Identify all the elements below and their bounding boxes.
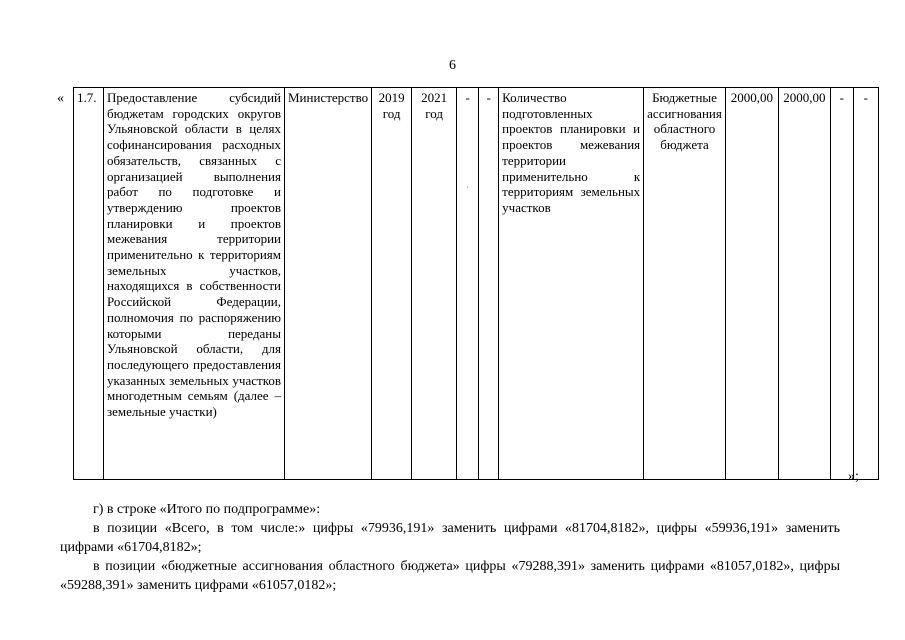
end-year-cell: 2021 год	[412, 88, 457, 480]
row-number-cell: 1.7.	[74, 88, 104, 480]
dash-cell-3: -	[830, 88, 853, 480]
paragraph-total-position: в позиции «Всего, в том числе:» цифры «79936,191» заменить цифрами «81704,8182», цифры «59936,191» заменить цифрами «61704,8182»;	[60, 521, 840, 555]
start-year-cell: 2019 год	[372, 88, 412, 480]
page-number: 6	[449, 58, 456, 73]
dash-cell-4: -	[853, 88, 878, 480]
scan-dot: ·	[466, 182, 469, 192]
year-value-cell: 2000,00	[778, 88, 830, 480]
amendment-table	[73, 87, 879, 480]
opening-quote: «	[57, 91, 64, 106]
measure-description-cell: Предоставление субсидий бюджетам городских округов Ульяновской области в целях софинансирования расходных обязательств, связанных с организацией выполнения работ по подготовке и утверждению проектов планировки и проектов межевания территории применительно к территориям земельных участков, находящихся в собственности Российской Федерации, полномочия по распоряжению которыми переданы Ульяновской области, для последующего предоставления указанных земельных участков многодетным семьям (далее – земельные участки)	[104, 88, 285, 480]
executor-cell: Министерство	[285, 88, 372, 480]
dash-cell-2: -	[479, 88, 499, 480]
indicator-cell: Количество подготовленных проектов планировки и проектов межевания территории применительно к территориям земельных участков	[499, 88, 644, 480]
table-row	[74, 88, 879, 480]
total-value-cell: 2000,00	[725, 88, 778, 480]
closing-quote: »;	[848, 469, 859, 484]
dash-1: -	[465, 90, 470, 105]
paragraph-total-row: г) в строке «Итого по подпрограмме»:	[93, 502, 321, 517]
funding-source-cell: Бюджетные ассигнования областного бюджета	[644, 88, 726, 480]
paragraph-budget-position: в позиции «бюджетные ассигнования областного бюджета» цифры «79288,391» заменить цифрами «81057,0182», цифры «59288,391» заменить цифрами «61057,0182»;	[60, 559, 840, 593]
dash-cell-1	[457, 88, 479, 480]
